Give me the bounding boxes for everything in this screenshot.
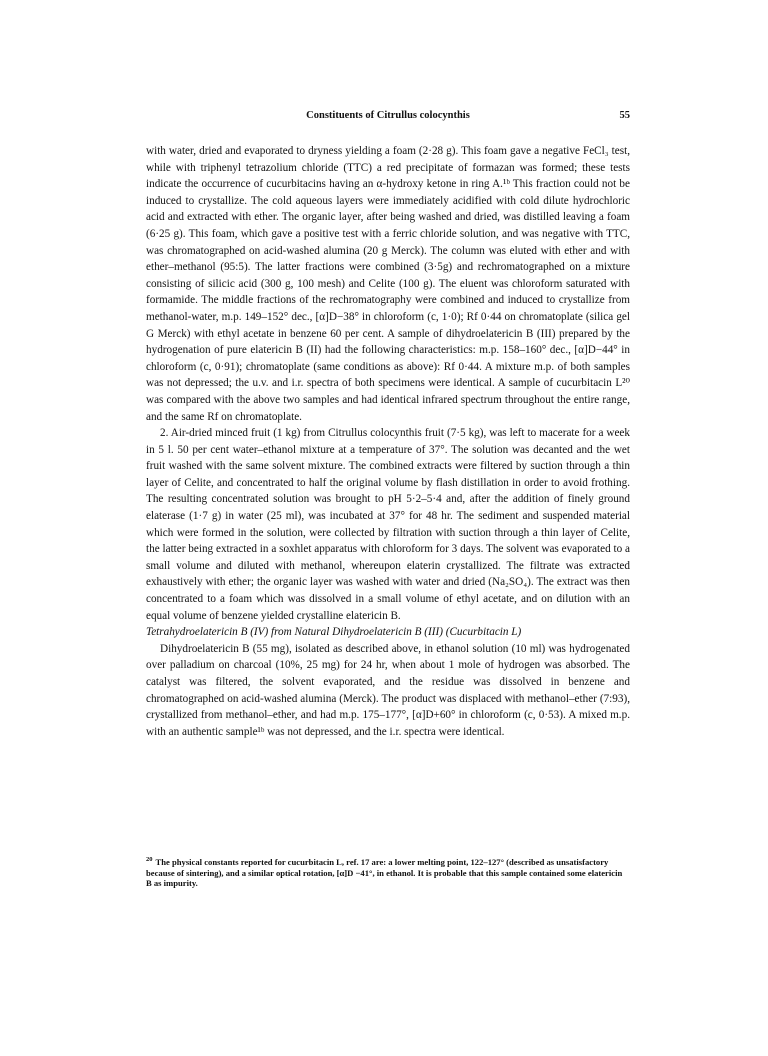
running-header [146, 110, 630, 128]
footnote [146, 855, 630, 889]
page-number: 55 [619, 110, 630, 121]
paragraph-procedure-2: 2. Air-dried minced fruit (1 kg) from Citrullus colocynthis fruit (7·5 kg), was left to macerate for a week in 5 l. 50 per cent water–ethanol mixture at a temperature of 37°. The solution was decanted and the wet fruit washed with the same solvent mixture. The combined extracts were filtered by suction through a thin layer of Celite, and concentrated to half the original volume by flash distillation in order to avoid frothing. The resulting concentrated solution was brought to pH 5·2–5·4 and, after the addition of finely ground elaterase (1·7 g) in water (25 ml), was incubated at 37° for 48 hr. The sediment and suspended material which were formed in the solution, were collected by filtration with suction through a thin layer of Celite, the latter being extracted in a soxhlet apparatus with chloroform for 3 days. The solvent was evaporated to a small volume and diluted with methanol, whereupon elaterin crystallized. The filtrate was extracted exhaustively with ether; the organic layer was washed with water and dried (Na₂SO₄). The extract was then concentrated to a foam which was dissolved in a small volume of ethyl acetate, and on dilution with an equal volume of benzene yielded crystalline elatericin B. [146, 427, 630, 622]
body-text [146, 143, 630, 740]
section-heading: Tetrahydroelatericin B (IV) from Natural Dihydroelatericin B (III) (Cucurbitacin L) [146, 626, 522, 639]
paragraph-continued: with water, dried and evaporated to dryness yielding a foam (2·28 g). This foam gave a negative FeCl₃ test, while with triphenyl tetrazolium chloride (TTC) a red precipitate of formazan was formed; these tests indicate the occurrence of cucurbitacins having an α-hydroxy ketone in ring A.¹ᵇ This fraction could not be induced to crystallize. The cold aqueous layers were immediately acidified with cold dilute hydrochloric acid and extracted with ether. The organic layer, after being washed and dried, was distilled leaving a foam (6·25 g). This foam, which gave a positive test with a ferric chloride solution, and was negative with TTC, was chromatographed on acid-washed alumina (20 g Merck). The column was eluted with ether and with ether–methanol (95:5). The latter fractions were combined (3·5g) and rechromatographed on a mixture consisting of silicic acid (300 g, 100 mesh) and Celite (100 g). The eluent was chloroform saturated with formamide. The middle fractions of the rechromatography were combined and induced to crystallize from methanol-water, m.p. 149–152° dec., [α]D−38° in chloroform (c, 1·0); Rf 0·44 on chromatoplate (silica gel G Merck) with ethyl acetate in benzene 60 per cent. A sample of dihydroelatericin B (III) prepared by the hydrogenation of pure elatericin B (II) had the following characteristics: m.p. 158–160° dec., [α]D−44° in chloroform (c, 0·91); chromatoplate (same conditions as above): Rf 0·44. A mixture m.p. of both samples was not depressed; the u.v. and i.r. spectra of both specimens were identical. A sample of cucurbitacin L²⁰ was compared with the above two samples and had identical infrared spectrum throughout the entire range, and the same Rf on chromatoplate. [146, 145, 630, 423]
running-title: Constituents of Citrullus colocynthis [306, 110, 470, 121]
section-paragraph: Dihydroelatericin B (55 mg), isolated as described above, in ethanol solution (10 ml) was hydrogenated over palladium on charcoal (10%, 25 mg) for 24 hr, when about 1 mole of hydrogen was absorbed. The catalyst was filtered, the solvent evaporated, and the residue was dissolved in benzene and chromatographed on acid-washed alumina (Merck). The product was displaced with methanol–ether (7:93), crystallized from methanol–ether, and had m.p. 175–177°, [α]D+60° in chloroform (c, 0·53). A mixed m.p. with an authentic sample¹ᵇ was not depressed, and the i.r. spectra were identical. [146, 642, 630, 738]
footnote-text: The physical constants reported for cucurbitacin L, ref. 17 are: a lower melting point, 122–127° (described as unsatisfactory because of sintering), and a similar optical rotation, [α]D −41°, in ethanol. It is probable that this sample contained some elatericin B as impurity. [146, 856, 623, 889]
footnote-marker: 20 [146, 856, 153, 863]
